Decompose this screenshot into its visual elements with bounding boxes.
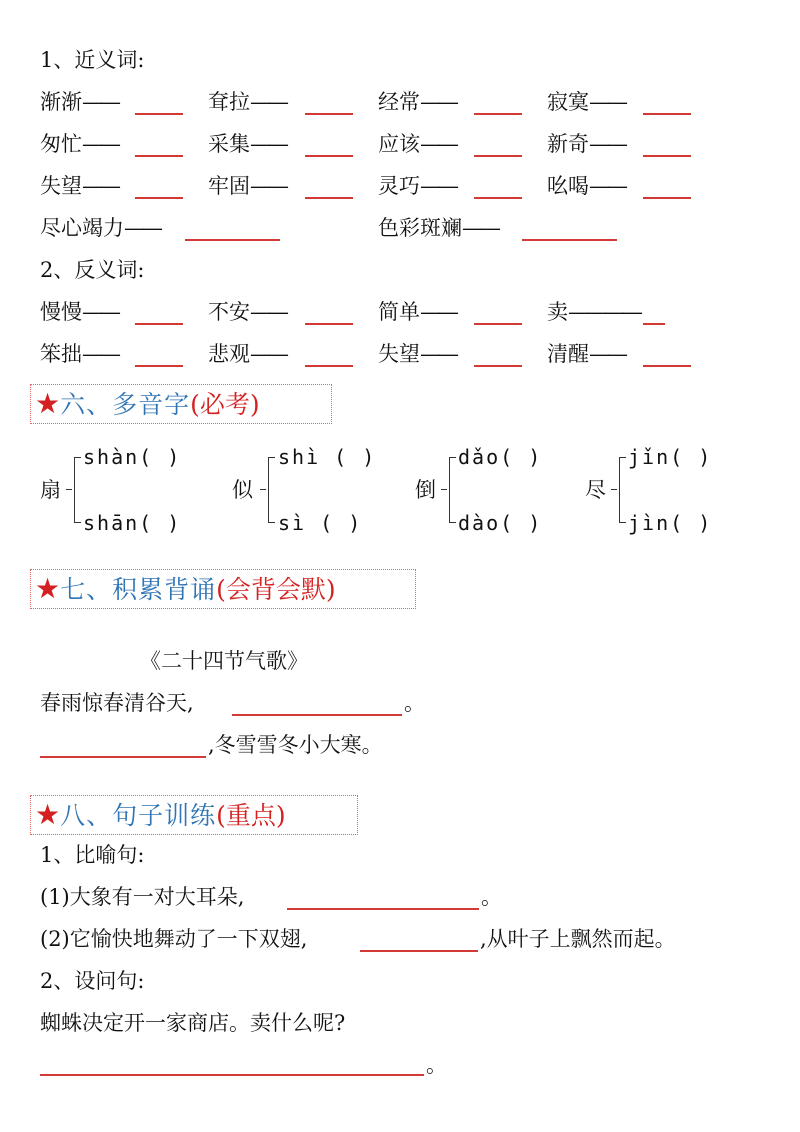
word-item: 失望—— — [378, 342, 456, 366]
answer-blank[interactable] — [305, 197, 353, 199]
answer-blank[interactable] — [135, 323, 183, 325]
answer-blank[interactable] — [305, 365, 353, 367]
star-icon: ★ — [35, 387, 61, 420]
word-item: 笨拙—— — [40, 342, 118, 366]
word-item: 简单—— — [378, 300, 456, 324]
brace-bracket — [268, 457, 275, 523]
polyphone-char: 倒 — [415, 478, 436, 502]
brace-bracket — [611, 489, 617, 490]
question-heading: 2、设问句: — [40, 969, 145, 993]
answer-blank[interactable] — [232, 714, 402, 716]
sentence-prompt: (1)大象有一对大耳朵, — [40, 885, 245, 909]
pinyin-option: jìn( ) — [628, 511, 713, 535]
pinyin-option: shì ( ) — [278, 445, 377, 469]
answer-blank[interactable] — [474, 365, 522, 367]
brace-bracket — [441, 489, 447, 490]
answer-blank[interactable] — [643, 365, 691, 367]
section-title: 八、句子训练 — [60, 800, 217, 830]
answer-blank[interactable] — [185, 239, 280, 241]
sentence-prompt: (2)它愉快地舞动了一下双翅, — [40, 927, 308, 951]
answer-blank[interactable] — [643, 197, 691, 199]
poem-title: 《二十四节气歌》 — [140, 649, 308, 673]
polyphone-char: 扇 — [40, 478, 61, 502]
simile-heading: 1、比喻句: — [40, 843, 145, 867]
sentence-prompt: 蜘蛛决定开一家商店。卖什么呢? — [40, 1011, 346, 1035]
brace-bracket — [260, 489, 266, 490]
answer-blank[interactable] — [40, 756, 206, 758]
answer-blank[interactable] — [305, 155, 353, 157]
star-icon: ★ — [35, 572, 61, 605]
section-heading-polyphones — [30, 384, 332, 424]
word-item: 寂寞—— — [547, 90, 625, 114]
answer-blank[interactable] — [474, 155, 522, 157]
answer-blank[interactable] — [305, 113, 353, 115]
pinyin-option: shān( ) — [83, 511, 182, 535]
section-note: (重点) — [216, 800, 286, 830]
punctuation: 。 — [426, 1053, 447, 1077]
word-item: 采集—— — [208, 132, 286, 156]
sentence-prompt: ,从叶子上飘然而起。 — [480, 927, 676, 951]
word-item: 慢慢—— — [40, 300, 118, 324]
star-icon: ★ — [35, 798, 61, 831]
word-item: 色彩斑斓—— — [378, 216, 498, 240]
polyphone-char: 尽 — [585, 478, 606, 502]
polyphone-char: 似 — [232, 478, 253, 502]
punctuation: 。 — [404, 691, 425, 715]
word-item: 渐渐—— — [40, 90, 118, 114]
pinyin-option: sì ( ) — [278, 511, 363, 535]
section-note: (会背会默) — [216, 574, 336, 604]
section-heading-sentences — [30, 795, 358, 835]
word-item: 经常—— — [378, 90, 456, 114]
pinyin-option: dào( ) — [458, 511, 543, 535]
brace-bracket — [66, 489, 72, 490]
word-item: 匆忙—— — [40, 132, 118, 156]
section-note: (必考) — [190, 389, 260, 419]
answer-blank[interactable] — [474, 323, 522, 325]
answer-blank[interactable] — [40, 1074, 424, 1076]
word-item: 灵巧—— — [378, 174, 456, 198]
punctuation: 。 — [481, 885, 502, 909]
answer-blank[interactable] — [360, 950, 478, 952]
synonyms-heading: 1、近义词: — [40, 48, 145, 72]
pinyin-option: dǎo( ) — [458, 445, 543, 469]
answer-blank[interactable] — [135, 365, 183, 367]
answer-blank[interactable] — [135, 113, 183, 115]
poem-line: 春雨惊春清谷天, — [40, 691, 194, 715]
answer-blank[interactable] — [474, 197, 522, 199]
word-item: 应该—— — [378, 132, 456, 156]
section-title: 七、积累背诵 — [60, 574, 217, 604]
answer-blank[interactable] — [643, 323, 665, 325]
brace-bracket — [619, 457, 626, 523]
pinyin-option: shàn( ) — [83, 445, 182, 469]
brace-bracket — [449, 457, 456, 523]
answer-blank[interactable] — [474, 113, 522, 115]
antonyms-heading: 2、反义词: — [40, 258, 145, 282]
answer-blank[interactable] — [643, 155, 691, 157]
pinyin-option: jǐn( ) — [628, 445, 713, 469]
brace-bracket — [74, 457, 81, 523]
word-item: 新奇—— — [547, 132, 625, 156]
word-item: 尽心竭力—— — [40, 216, 160, 240]
word-item: 清醒—— — [547, 342, 625, 366]
answer-blank[interactable] — [305, 323, 353, 325]
poem-line: ,冬雪雪冬小大寒。 — [208, 733, 383, 757]
word-item: 不安—— — [208, 300, 286, 324]
word-item: 失望—— — [40, 174, 118, 198]
section-heading-recitation — [30, 569, 416, 609]
section-title: 六、多音字 — [60, 389, 191, 419]
word-item: 吆喝—— — [547, 174, 625, 198]
answer-blank[interactable] — [287, 908, 479, 910]
answer-blank[interactable] — [135, 197, 183, 199]
word-item: 卖———— — [547, 300, 640, 324]
answer-blank[interactable] — [522, 239, 617, 241]
answer-blank[interactable] — [643, 113, 691, 115]
word-item: 耷拉—— — [208, 90, 286, 114]
word-item: 牢固—— — [208, 174, 286, 198]
answer-blank[interactable] — [135, 155, 183, 157]
word-item: 悲观—— — [208, 342, 286, 366]
